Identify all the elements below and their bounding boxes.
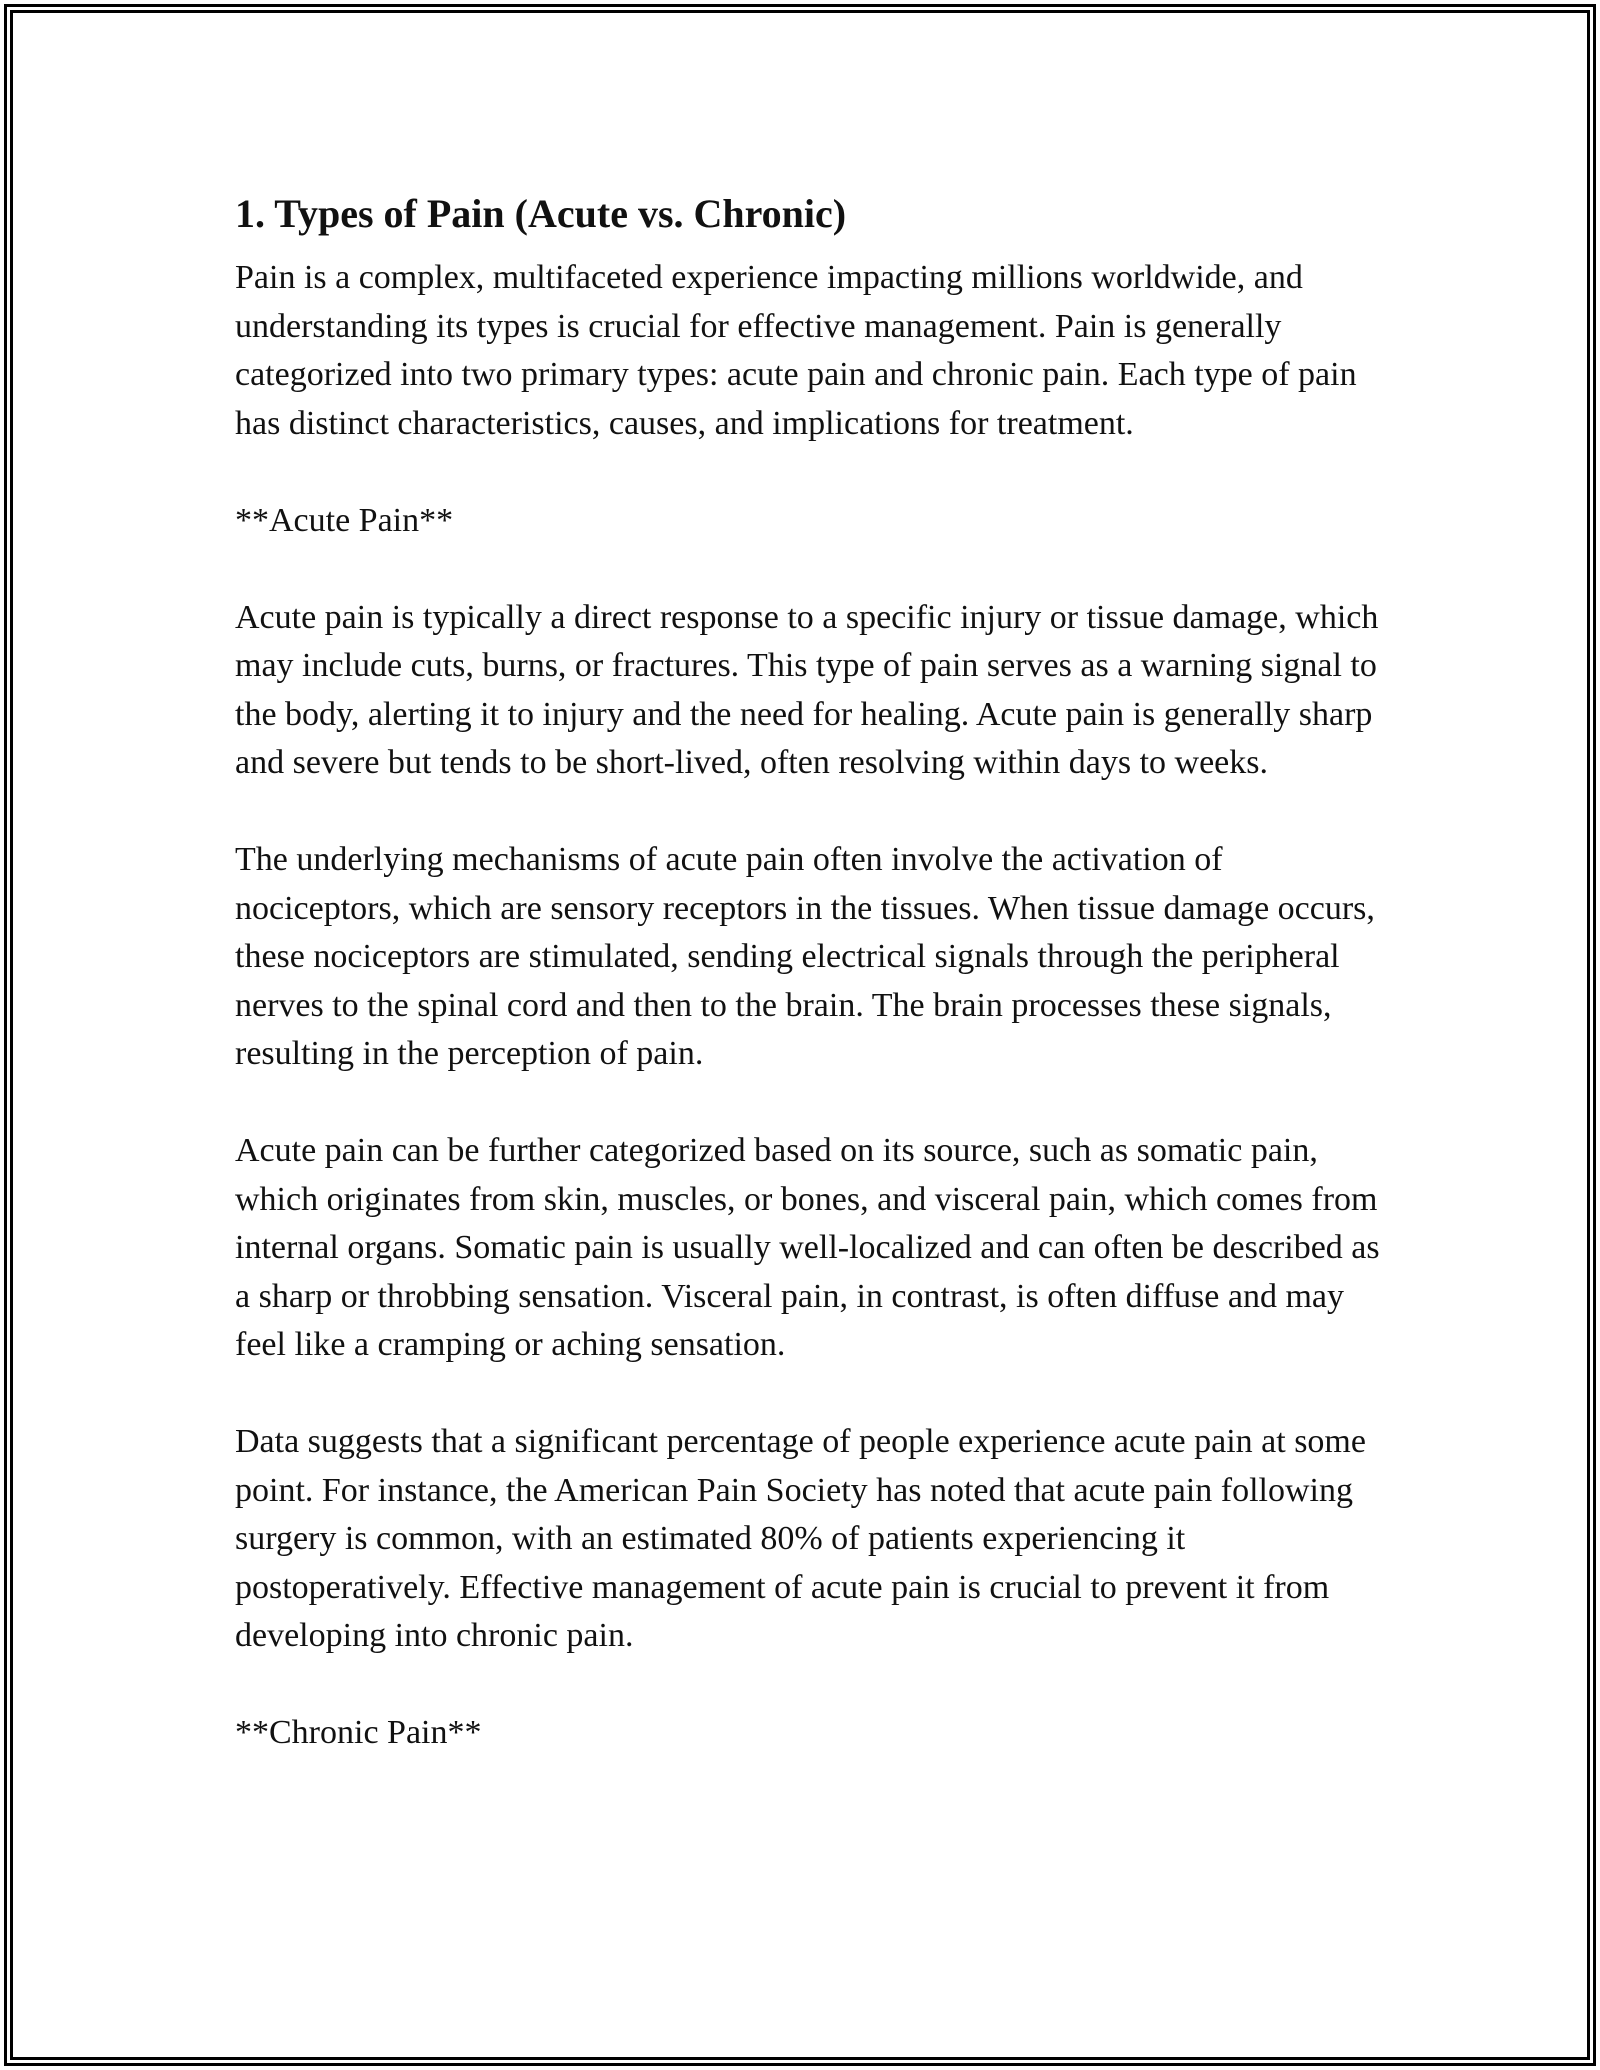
acute-paragraph-2: The underlying mechanisms of acute pain often involve the activation of nociceptors, which are sensory receptors in the tissues. When tissue damage occurs, these nociceptors are stimulated, sending electrical signals through the peripheral nerves to the spinal cord and then to the brain. The brain processes these signals, resulting in the perception of pain. — [235, 841, 1375, 1072]
acute-paragraph-4: Data suggests that a significant percentage of people experience acute pain at some point. For instance, the American Pain Society has noted that acute pain following surgery is common, with an estimated 80% of patients experiencing it postoperatively. Effective management of acute pain is crucial to prevent it from developing into chronic pain. — [235, 1423, 1366, 1654]
acute-pain-subheading: **Acute Pain** — [235, 501, 454, 539]
intro-paragraph: Pain is a complex, multifaceted experience impacting millions worldwide, and understanding its types is crucial for effective management. Pain is generally categorized into two primary types: acute pain and chronic pain. Each type of pain has distinct characteristics, causes, and implications for treatment. — [235, 259, 1357, 442]
chronic-pain-subheading: **Chronic Pain** — [235, 1714, 482, 1751]
acute-paragraph-1: Acute pain is typically a direct response to a specific injury or tissue damage, which may include cuts, burns, or fractures. This type of pain serves as a warning signal to the body, alerting it to injury and the need for healing. Acute pain is generally sharp and severe but tends to be short-lived, often resolving within days to weeks. — [235, 598, 1379, 781]
acute-paragraph-3: Acute pain can be further categorized based on its source, such as somatic pain, which originates from skin, muscles, or bones, and visceral pain, which comes from internal organs. Somatic pain is usually well-localized and can often be described as a sharp or throbbing sensation. Visceral pain, in contrast, is often diffuse and may feel like a cramping or aching sensation. — [235, 1132, 1380, 1363]
document-body — [235, 188, 1385, 1806]
section-heading: 1. Types of Pain (Acute vs. Chronic) — [235, 191, 847, 236]
